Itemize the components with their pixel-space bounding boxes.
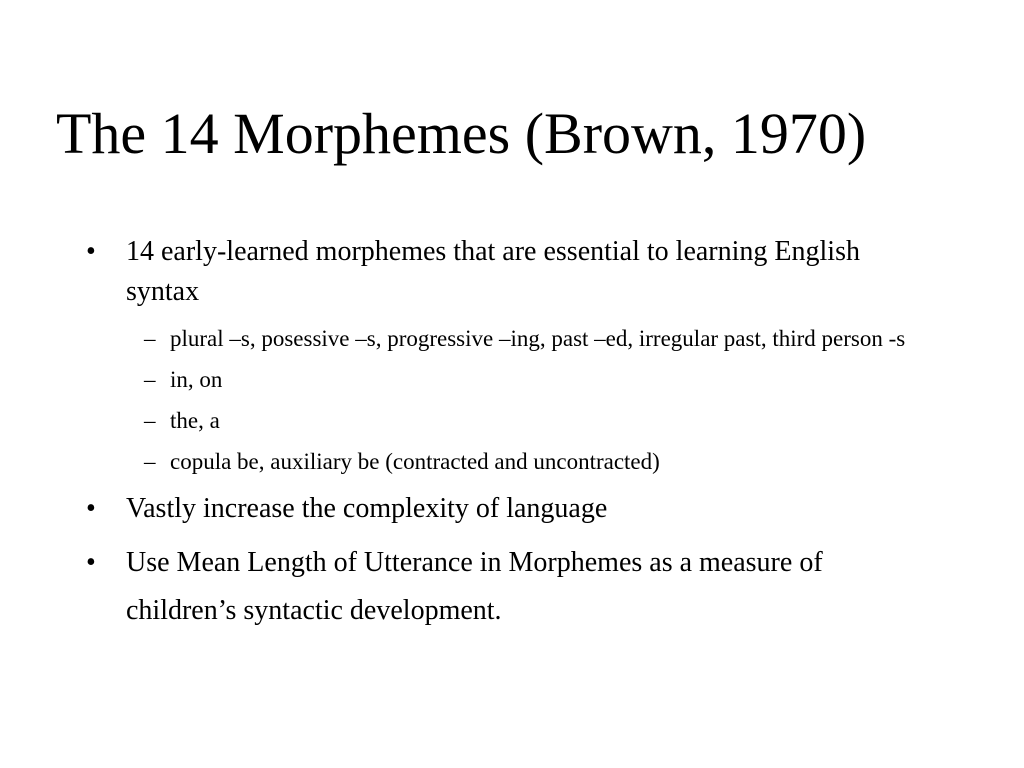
sub-bullet-marker: – [144,367,156,392]
sub-bullet-text: copula be, auxiliary be (contracted and uncontracted) [170,449,660,474]
slide-title: The 14 Morphemes (Brown, 1970) [56,101,867,166]
sub-bullet-marker: – [144,326,156,351]
sub-bullet-text: plural –s, posessive –s, progressive –ing, past –ed, irregular past, third person -s [170,326,906,351]
sub-bullet-marker: – [144,449,156,474]
bullet-text: 14 early-learned morphemes that are essential to learning English syntax [126,236,860,307]
sub-bullet-item [0,363,1024,397]
bullet-marker: • [86,493,96,524]
bullet-item [0,489,1024,529]
sub-bullet-marker: – [144,408,156,433]
bullet-marker: • [86,547,96,578]
bullet-marker: • [86,236,96,267]
slide-body [0,232,1024,635]
sub-bullet-item [0,404,1024,438]
bullet-item [0,539,1024,635]
bullet-item [0,232,1024,312]
sub-bullet-text: the, a [170,408,220,433]
bullet-text: Use Mean Length of Utterance in Morphemes as a measure of children’s syntactic development. [126,547,823,626]
bullet-text: Vastly increase the complexity of language [126,493,608,524]
sub-bullet-text: in, on [170,367,223,392]
sub-bullet-item [0,445,1024,479]
sub-bullet-item [0,322,1024,356]
